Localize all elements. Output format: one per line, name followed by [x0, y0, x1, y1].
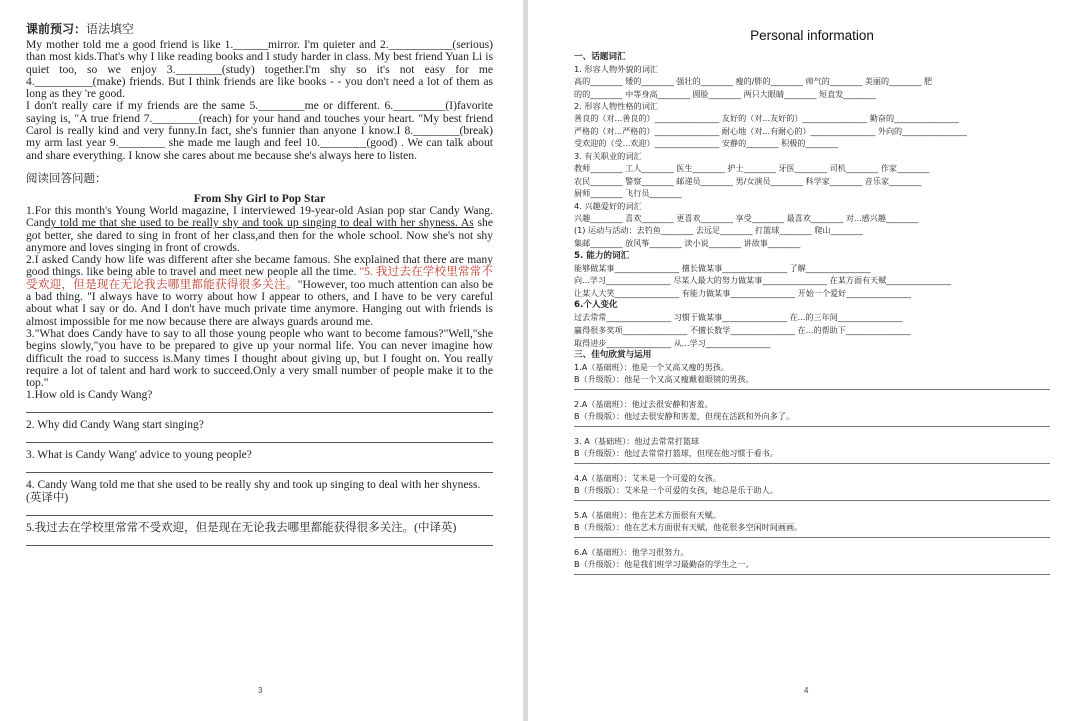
- hobbies-line-1: 兴趣________ 喜欢________ 更喜欢________ 享受________ 最喜欢________ 对...感兴趣________: [574, 212, 919, 223]
- jobs-line-2: 农民________ 警察________ 邮递员________ 男/女演员________ 科学家________ 音乐家________: [574, 175, 922, 186]
- p2-red-highlight: "5. 我过去在学校里常常不受欢迎，但是现在无论我去哪里都能获得很多关注。: [26, 265, 493, 291]
- p1-underlined: dy told me that she used to be really shy and took up singing to deal with her shyness. As: [44, 216, 474, 230]
- jobs-line-3: 厨师________ 飞行员________: [574, 188, 682, 199]
- question-4: 4. Candy Wang told me that she used to be really shy and took up singing to deal with her shyness.(英译中): [26, 479, 481, 505]
- page-number-left: 3: [258, 686, 263, 695]
- worksheet-page-3: [0, 0, 523, 721]
- ability-line-1: 能够做某事________________ 擅长做某事________________ 了解________________: [574, 262, 871, 273]
- answer-line-5[interactable]: [26, 535, 493, 546]
- sentence-5b: B（升级版）：他在艺术方面很有天赋，他花很多空闲时间画画。: [574, 522, 803, 533]
- story-paragraph-3: 3."What does Candy have to say to all those young people who want to become famous?"Well,"she begins slowly,"you have to be prepared to give up your normal life. You can never imagine how difficult the road to success is.Many times I thought about giving up, but I fought on. You really require a lot of talent and hard work to succeed.Only a very small number of people make it to the top.": [26, 326, 493, 390]
- section-1-heading: 一、话题词汇: [574, 52, 626, 62]
- ability-line-3: 让某人大笑________________ 有能力做某事________________ 开始一个爱好________________: [574, 287, 911, 298]
- p1-start: 1.For this month's Young World magazine, I interviewed 19-year-old Asian pop star Candy Wang. Can: [26, 203, 493, 230]
- answer-line-s6[interactable]: [574, 570, 1050, 575]
- answer-line-s1[interactable]: [574, 385, 1050, 390]
- ability-heading: 5. 能力的词汇: [574, 250, 630, 261]
- story-paragraph-1: [26, 205, 493, 254]
- reading-heading: 阅读回答问题：: [26, 172, 107, 185]
- preview-heading: [26, 22, 493, 37]
- p1-end: she got better, she dared to sing in front of her class,and then for the whole school. Now she's not shy anymore and loves singing in front of crowds.: [26, 216, 493, 254]
- answer-line-s4[interactable]: [574, 496, 1050, 501]
- change-line-1: 过去常常________________ 习惯于做某事________________ 在...的三年间________________: [574, 312, 903, 323]
- answer-line-4[interactable]: [26, 505, 493, 516]
- change-heading: 6.个人变化: [574, 300, 618, 311]
- question-2: 2. Why did Candy Wang start singing?: [26, 419, 204, 432]
- answer-line-1[interactable]: [26, 402, 493, 413]
- answer-line-2[interactable]: [26, 432, 493, 443]
- p2-end: "However, too much attention can also be a bad thing. "I always have to worry about how I appear to others, and I have to be very careful about what I say or do. And I don't have much private time anymore. Hanging out with friends is almost impossible for me now because there are always guards around me.: [26, 277, 493, 328]
- question-3: 3. What is Candy Wang' advice to young people?: [26, 449, 252, 462]
- story-paragraph-2: [26, 254, 493, 328]
- sentence-4b: B（升级版）：艾米是一个可爱的女孩，她总是乐于助人。: [574, 485, 778, 496]
- personality-line-1: 善良的（对...善良的）________________ 友好的（对...友好的）________________ 勤奋的________________: [574, 113, 959, 124]
- answer-line-s2[interactable]: [574, 422, 1050, 427]
- page-title: Personal information: [750, 28, 874, 43]
- sentence-2a: 2.A（基础班）：他过去很安静和害羞。: [574, 399, 713, 410]
- p2-start: 2.I asked Candy how life was different after she became famous. She explained that there are many good things. like being able to travel and meet new people all the time.: [26, 253, 493, 279]
- sentence-4a: 4.A（基础班）：艾米是一个可爱的女孩。: [574, 473, 721, 484]
- jobs-heading: 3. 有关职业的词汇: [574, 150, 642, 161]
- preview-title: 课前预习：: [26, 22, 87, 36]
- appearance-line-1: 高的________ 矮的________ 强壮的________ 瘦的/胖的________ 帅气的________ 美丽的________ 肥: [574, 76, 933, 86]
- sentence-1b: B（升级版）：他是一个又高又瘦戴着眼镜的男孩。: [574, 374, 754, 385]
- preview-subtitle: 语法填空: [86, 22, 135, 36]
- sentence-2b: B（升级版）：他过去很安静和害羞，但现在活跃和外向多了。: [574, 411, 795, 422]
- question-1: 1.How old is Candy Wang?: [26, 389, 153, 402]
- sentence-3a: 3. A（基础班）：他过去常常打篮球: [574, 436, 700, 447]
- sentence-6a: 6.A（基础班）：他学习很努力。: [574, 547, 689, 558]
- ability-line-2: 向...学习________________ 尽某人最大的努力做某事________________ 在某方面有天赋________________: [574, 275, 952, 286]
- sentence-6b: B（升级版）：他是我们班学习最勤奋的学生之一。: [574, 559, 754, 570]
- hobbies-line-3: 集邮________ 放风筝________ 读小说________ 讲故事________: [574, 237, 801, 248]
- personality-line-2: 严格的（对...严格的）________________ 耐心地（对...有耐心的）________________ 外向的________________: [574, 125, 967, 136]
- page-number-right: 4: [804, 686, 809, 695]
- section-3-heading: 三、佳句欣赏与运用: [574, 350, 652, 361]
- question-5: 5.我过去在学校里常常不受欢迎，但是现在无论我去哪里都能获得很多关注。(中译英): [26, 522, 457, 535]
- hobbies-heading: 4. 兴趣爱好的词汇: [574, 200, 642, 211]
- sentence-1a: 1.A（基础班）：他是一个又高又瘦的男孩。: [574, 362, 729, 373]
- personality-heading: 2. 形容人物性格的词汇: [574, 101, 659, 112]
- answer-line-s3[interactable]: [574, 459, 1050, 464]
- sentence-5a: 5.A（基础班）：他在艺术方面很有天赋。: [574, 510, 721, 521]
- appearance-heading: 1. 形容人物外貌的词汇: [574, 64, 659, 74]
- sentence-3b: B（升级版）：他过去常常打篮球，但现在他习惯于看书。: [574, 448, 778, 459]
- change-line-2: 赢得很多奖项________________ 不擅长数学________________ 在...的帮助下________________: [574, 324, 911, 335]
- change-line-3: 取得进步________________ 从...学习________________: [574, 337, 771, 348]
- hobbies-line-2: (1) 运动与活动：去钓鱼________ 去远足________ 打篮球________ 爬山________: [574, 225, 863, 236]
- cloze-passage-2: I don't really care if my friends are the same 5.________me or different. 6._________(I)favorite saying is, "A true friend 7.________(reach) for your hand and touches your heart. "My best friend Carol is really kind and very funny.In fact, she's funnier than anyone I know.I 8.________(break) my arm last year 9.________ she made me laugh and feel 10.________(good) . We can talk about and share everything. I know she cares about me because she's always here to listen.: [26, 99, 493, 162]
- cloze-passage-1: My mother told me a good friend is like 1.______mirror. I'm quieter and 2.___________(serious) than most kids.That's why I like reading books and I study harder in class. My best friend Yuan Li is quiet too, so we enjoy 3.________(study) together.I'm shy so it's not easy for me 4.__________(make) friends. But I think friends are like books - - you don't need a lot of them as long as they 're good.: [26, 38, 493, 101]
- appearance-line-2: 的的________ 中等身高________ 圆脸________ 两只大眼睛________ 短直发________: [574, 88, 876, 99]
- story-title: From Shy Girl to Pop Star: [193, 191, 326, 205]
- personality-line-3: 受欢迎的（受...欢迎）________________ 安静的________ 积极的________: [574, 138, 838, 149]
- worksheet-page-4: [528, 0, 1080, 721]
- jobs-line-1: 教师________ 工人________ 医生________ 护士________ 牙医________ 司机________ 作家________: [574, 162, 930, 173]
- answer-line-3[interactable]: [26, 462, 493, 473]
- answer-line-s5[interactable]: [574, 533, 1050, 538]
